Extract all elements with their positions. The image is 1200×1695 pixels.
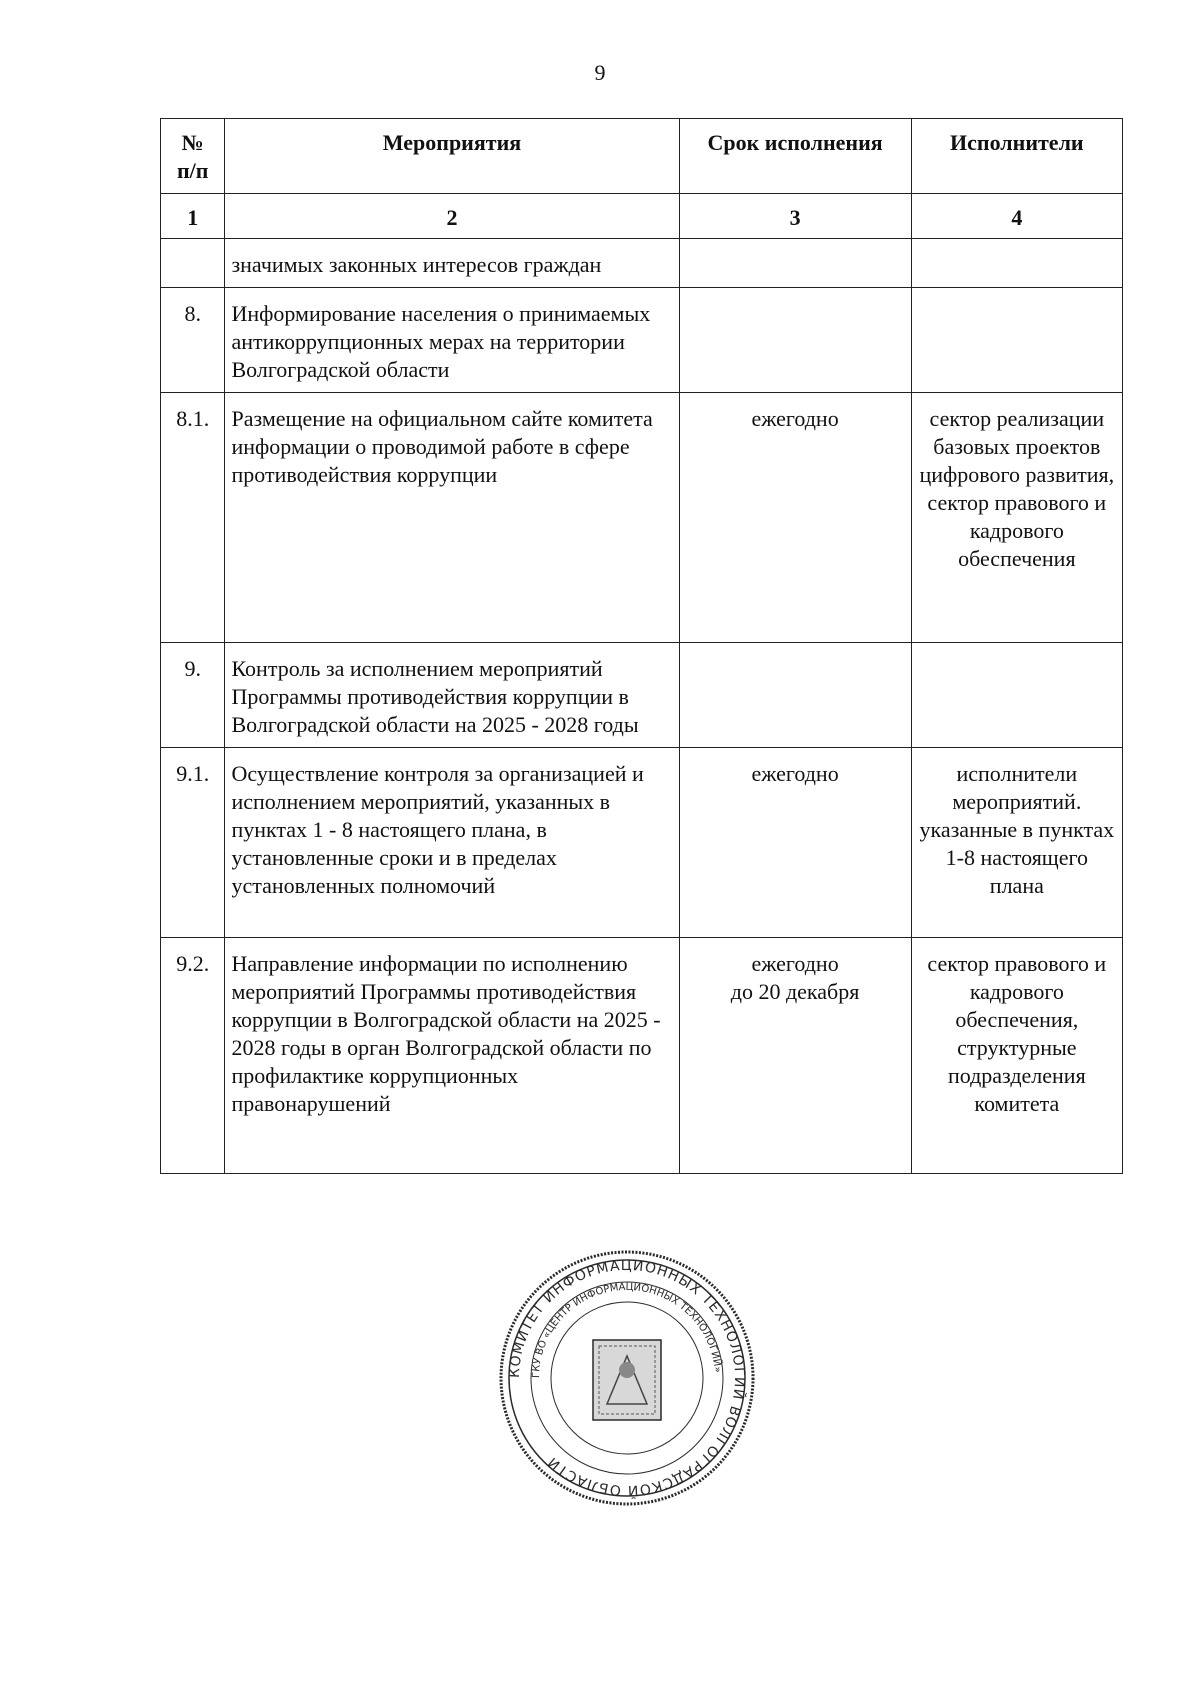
row-executors — [911, 643, 1122, 748]
table-row — [161, 938, 1123, 1174]
row-event: Направление информации по исполнению мероприятий Программы противодействия коррупции в Волгоградской области на 2025 - 2028 годы в орган Волгоградской области по профилактике коррупционных правонарушений — [225, 938, 679, 1174]
column-number: 3 — [679, 194, 911, 239]
row-number: 9. — [161, 643, 225, 748]
table-row — [161, 748, 1123, 938]
seal-emblem-icon — [593, 1340, 661, 1420]
column-number: 4 — [911, 194, 1122, 239]
row-deadline: ежегодно до 20 декабря — [679, 938, 911, 1174]
row-executors — [911, 288, 1122, 393]
seal-inner-text: ГКУ ВО «ЦЕНТР ИНФОРМАЦИОННЫХ ТЕХНОЛОГИЙ» — [530, 1281, 723, 1379]
table-row — [161, 643, 1123, 748]
header-events: Мероприятия — [225, 119, 679, 194]
header-number: № п/п — [161, 119, 225, 194]
seal-outer-text: КОМИТЕТ ИНФОРМАЦИОННЫХ ТЕХНОЛОГИЙ ВОЛГОГРАДСКОЙ ОБЛАСТИ — [506, 1257, 748, 1499]
row-event: значимых законных интересов граждан — [225, 239, 679, 288]
row-number: 9.1. — [161, 748, 225, 938]
row-executors: сектор реализации базовых проектов цифрового развития, сектор правового и кадрового обеспечения — [911, 393, 1122, 643]
header-deadline: Срок исполнения — [679, 119, 911, 194]
column-number: 2 — [225, 194, 679, 239]
row-event: Контроль за исполнением мероприятий Программы противодействия коррупции в Волгоградской области на 2025 - 2028 годы — [225, 643, 679, 748]
row-deadline — [679, 288, 911, 393]
activities-table — [160, 118, 1123, 1174]
row-executors: исполнители мероприятий. указанные в пунктах 1-8 настоящего плана — [911, 748, 1122, 938]
row-number: 8.1. — [161, 393, 225, 643]
column-number: 1 — [161, 194, 225, 239]
row-number: 9.2. — [161, 938, 225, 1174]
row-event: Осуществление контроля за организацией и исполнением мероприятий, указанных в пунктах 1 - 8 настоящего плана, в установленные сроки и в пределах установленных полномочий — [225, 748, 679, 938]
column-number-row — [161, 194, 1123, 239]
row-deadline: ежегодно — [679, 393, 911, 643]
row-executors: сектор правового и кадрового обеспечения, структурные подразделения комитета — [911, 938, 1122, 1174]
official-seal-stamp — [497, 1248, 757, 1508]
table-row — [161, 393, 1123, 643]
header-executors: Исполнители — [911, 119, 1122, 194]
row-number — [161, 239, 225, 288]
row-deadline — [679, 239, 911, 288]
row-number: 8. — [161, 288, 225, 393]
table-header-row — [161, 119, 1123, 194]
row-executors — [911, 239, 1122, 288]
row-deadline: ежегодно — [679, 748, 911, 938]
table-row — [161, 239, 1123, 288]
row-deadline — [679, 643, 911, 748]
row-event: Размещение на официальном сайте комитета информации о проводимой работе в сфере противодействия коррупции — [225, 393, 679, 643]
row-event: Информирование населения о принимаемых антикоррупционных мерах на территории Волгоградской области — [225, 288, 679, 393]
table-row — [161, 288, 1123, 393]
page-number: 9 — [594, 60, 606, 85]
